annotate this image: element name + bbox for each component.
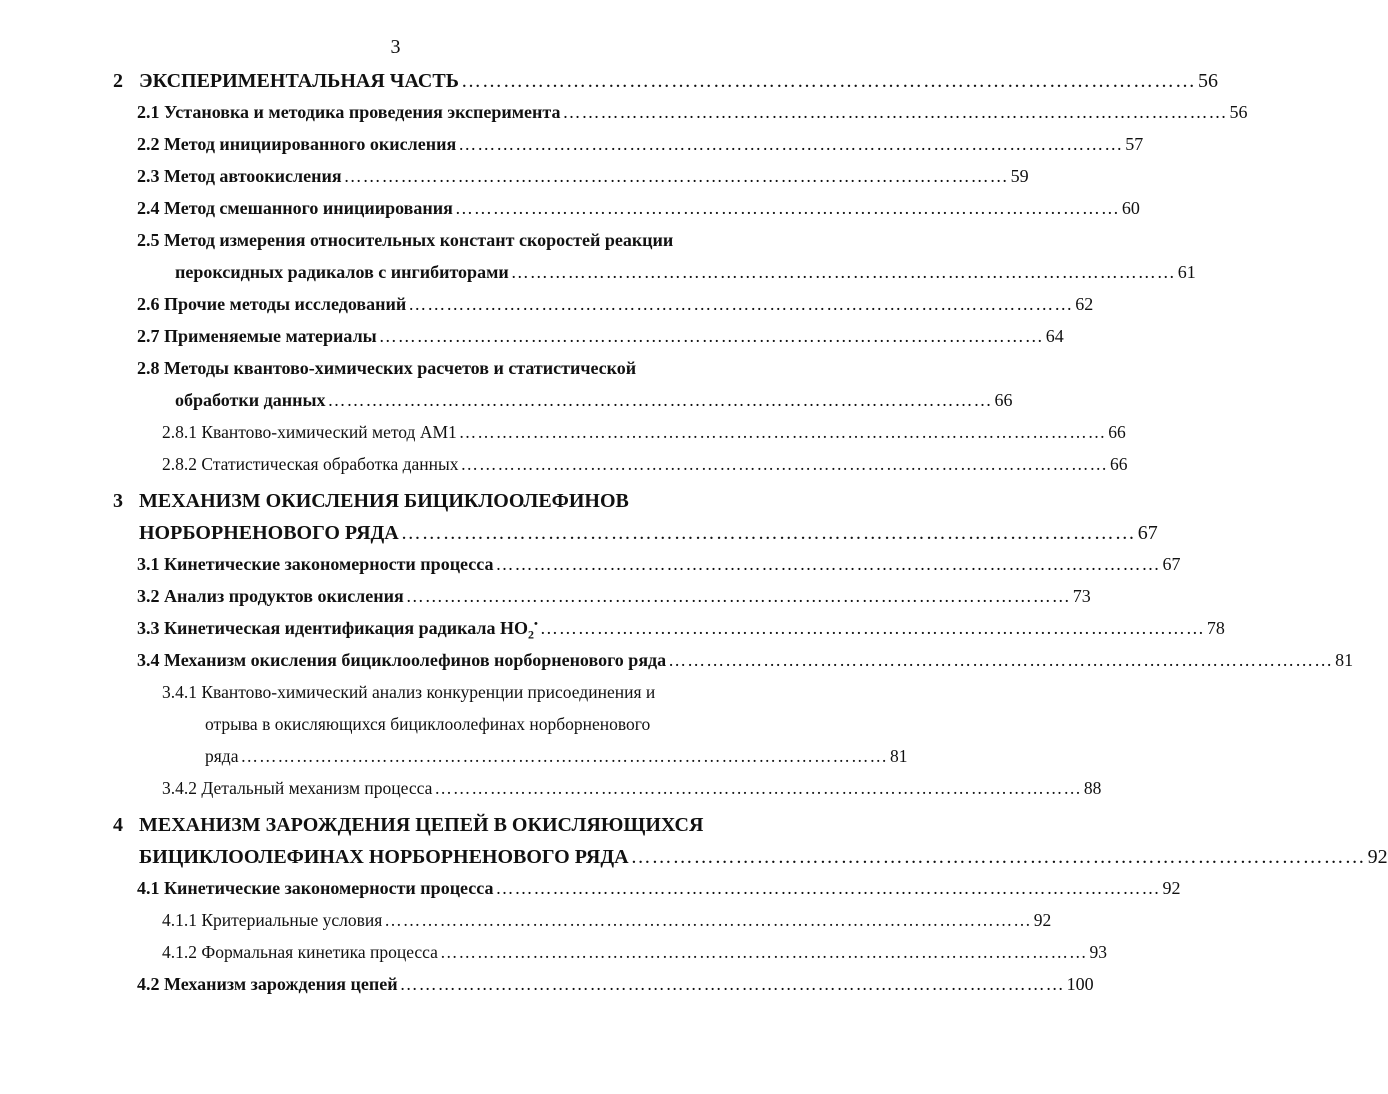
toc-leader: ……………………………………………………………………………………………: [439, 942, 1088, 962]
toc-leader: ……………………………………………………………………………………………: [668, 650, 1334, 670]
toc-entry-2-8[interactable]: [175, 390, 1013, 422]
toc-entry-title: ЭКСПЕРИМЕНТАЛЬНАЯ ЧАСТЬ: [139, 70, 459, 92]
toc-page-number: 88: [1083, 778, 1102, 798]
toc-entry-ch3[interactable]: [139, 522, 1158, 554]
toc-leader: ……………………………………………………………………………………………: [400, 522, 1136, 544]
toc-entry-3-3[interactable]: [137, 618, 1225, 650]
toc-page-number: 66: [1108, 422, 1126, 442]
toc-entry-ch2[interactable]: [113, 70, 1218, 102]
toc-leader: ……………………………………………………………………………………………: [495, 878, 1161, 898]
page-number: 3: [390, 36, 401, 58]
toc-leader: ……………………………………………………………………………………………: [378, 326, 1044, 346]
toc-leader: ……………………………………………………………………………………………: [384, 910, 1032, 930]
toc-entry-ch3-line1[interactable]: [113, 490, 738, 522]
toc-page-number: 56: [1197, 70, 1218, 92]
toc-entry-4-1-2[interactable]: [162, 942, 1107, 974]
toc-entry-title: [137, 618, 538, 643]
toc-entry-title-continued: БИЦИКЛООЛЕФИНАХ НОРБОРНЕНОВОГО РЯДА: [139, 846, 629, 868]
toc-page-number: 92: [1162, 878, 1181, 898]
toc-leader: ……………………………………………………………………………………………: [539, 618, 1205, 638]
toc-entry-2-2[interactable]: [137, 134, 1144, 166]
toc-page-number: 92: [1367, 846, 1388, 868]
toc-entry-2-5[interactable]: [175, 262, 1196, 294]
toc-entry-3-4[interactable]: [137, 650, 1354, 682]
toc-leader: ……………………………………………………………………………………………: [405, 586, 1071, 606]
toc-entry-title: 2.4 Метод смешанного инициирования: [137, 198, 453, 218]
toc-entry-2-7[interactable]: [137, 326, 1064, 358]
toc-entry-title: 2.8 Методы квантово-химических расчетов и статистической: [137, 358, 637, 378]
formula-subscript: 2: [527, 627, 534, 642]
toc-entry-title: 2.8.1 Квантово-химический метод АМ1: [162, 422, 457, 442]
toc-entry-title: МЕХАНИЗМ ЗАРОЖДЕНИЯ ЦЕПЕЙ В ОКИСЛЯЮЩИХСЯ: [139, 814, 704, 836]
toc-entry-2-3[interactable]: [137, 166, 1029, 198]
toc-entry-title-continued: обработки данных: [175, 390, 326, 410]
toc-page-number: 57: [1125, 134, 1144, 154]
toc-entry-2-4[interactable]: [137, 198, 1140, 230]
toc-leader: ……………………………………………………………………………………………: [460, 70, 1196, 92]
toc-entry-title: 3.4.2 Детальный механизм процесса: [162, 778, 433, 798]
toc-page-number: 78: [1206, 618, 1225, 638]
toc-leader: ……………………………………………………………………………………………: [399, 974, 1065, 994]
toc-entry-title: 3.4.1 Квантово-химический анализ конкуренции присоединения и: [162, 682, 656, 702]
toc-entry-title: 3.1 Кинетические закономерности процесса: [137, 554, 494, 574]
toc-title-text: 3.3 Кинетическая идентификация радикала НО: [137, 618, 528, 638]
toc-page-number: 73: [1072, 586, 1091, 606]
toc-leader: ……………………………………………………………………………………………: [434, 778, 1082, 798]
toc-chapter-number: 4: [113, 814, 123, 836]
toc-page-number: 81: [889, 746, 908, 766]
toc-page-number: 100: [1066, 974, 1094, 994]
toc-leader: ……………………………………………………………………………………………: [343, 166, 1009, 186]
toc-chapter-number: 2: [113, 70, 123, 92]
toc-entry-title-continued: ряда: [205, 746, 239, 766]
toc-page-number: 67: [1137, 522, 1158, 544]
toc-page-number: 67: [1162, 554, 1181, 574]
toc-page-number: 62: [1075, 294, 1094, 314]
toc-entry-3-4-2[interactable]: [162, 778, 1102, 810]
toc-page-number: 66: [1110, 454, 1128, 474]
toc-page-number: 60: [1121, 198, 1140, 218]
toc-page-number: 61: [1177, 262, 1196, 282]
toc-page-number: 56: [1229, 102, 1248, 122]
toc-entry-2-5-line1[interactable]: [137, 230, 738, 262]
toc-entry-2-8-line1[interactable]: [137, 358, 738, 390]
toc-entry-3-4-1-line2[interactable]: [205, 714, 738, 746]
toc-entry-2-8-2[interactable]: [162, 454, 1128, 486]
toc-leader: ……………………………………………………………………………………………: [495, 554, 1161, 574]
toc-entry-title: 4.1.2 Формальная кинетика процесса: [162, 942, 438, 962]
toc-entry-2-8-1[interactable]: [162, 422, 1126, 454]
toc-entry-3-4-1-line1[interactable]: [162, 682, 738, 714]
toc-entry-ch4[interactable]: [139, 846, 1388, 878]
toc-entry-title: 2.1 Установка и методика проведения эксперимента: [137, 102, 561, 122]
toc-entry-title: 3.4 Механизм окисления бициклоолефинов норборненового ряда: [137, 650, 667, 670]
toc-entry-2-6[interactable]: [137, 294, 1094, 326]
toc-leader: ……………………………………………………………………………………………: [454, 198, 1120, 218]
toc-entry-title-continued: отрыва в окисляющихся бициклоолефинах норборненового: [205, 714, 651, 734]
toc-entry-title: 2.7 Применяемые материалы: [137, 326, 377, 346]
toc-page-number: 81: [1335, 650, 1354, 670]
toc-leader: ……………………………………………………………………………………………: [562, 102, 1228, 122]
toc-leader: ……………………………………………………………………………………………: [327, 390, 993, 410]
toc-entry-title: 2.6 Прочие методы исследований: [137, 294, 407, 314]
toc-leader: ……………………………………………………………………………………………: [240, 746, 888, 766]
toc-leader: ……………………………………………………………………………………………: [460, 454, 1109, 474]
toc-entry-3-2[interactable]: [137, 586, 1091, 618]
toc-entry-title: 4.2 Механизм зарождения цепей: [137, 974, 398, 994]
toc-page-number: 64: [1045, 326, 1064, 346]
toc-entry-title: 4.1.1 Критериальные условия: [162, 910, 383, 930]
toc-entry-4-2[interactable]: [137, 974, 1094, 1006]
toc-page-number: 92: [1033, 910, 1052, 930]
toc-leader: ……………………………………………………………………………………………: [510, 262, 1176, 282]
toc-entry-ch4-line1[interactable]: [113, 814, 738, 846]
toc-entry-title-continued: НОРБОРНЕНОВОГО РЯДА: [139, 522, 399, 544]
toc-entry-3-4-1[interactable]: [205, 746, 908, 778]
toc-entry-2-1[interactable]: [137, 102, 1248, 134]
toc-entry-4-1[interactable]: [137, 878, 1181, 910]
toc-entry-title: МЕХАНИЗМ ОКИСЛЕНИЯ БИЦИКЛООЛЕФИНОВ: [139, 490, 629, 512]
toc-entry-title-continued: пероксидных радикалов с ингибиторами: [175, 262, 509, 282]
toc-entry-title: 3.2 Анализ продуктов окисления: [137, 586, 404, 606]
toc-leader: ……………………………………………………………………………………………: [408, 294, 1074, 314]
toc-page-number: 93: [1089, 942, 1107, 962]
toc-page-number: 59: [1010, 166, 1029, 186]
toc-entry-title: 2.3 Метод автоокисления: [137, 166, 342, 186]
radical-dot: •: [533, 618, 538, 630]
toc-page-number: 66: [994, 390, 1013, 410]
toc-entry-3-1[interactable]: [137, 554, 1181, 586]
toc-entry-title: 2.5 Метод измерения относительных констант скоростей реакции: [137, 230, 674, 250]
toc-leader: ……………………………………………………………………………………………: [630, 846, 1366, 868]
toc-entry-title: 4.1 Кинетические закономерности процесса: [137, 878, 494, 898]
toc-leader: ……………………………………………………………………………………………: [458, 422, 1107, 442]
toc-chapter-number: 3: [113, 490, 123, 512]
toc-entry-4-1-1[interactable]: [162, 910, 1052, 942]
toc-entry-title: 2.2 Метод инициированного окисления: [137, 134, 457, 154]
toc-leader: ……………………………………………………………………………………………: [458, 134, 1124, 154]
toc-entry-title: 2.8.2 Статистическая обработка данных: [162, 454, 459, 474]
